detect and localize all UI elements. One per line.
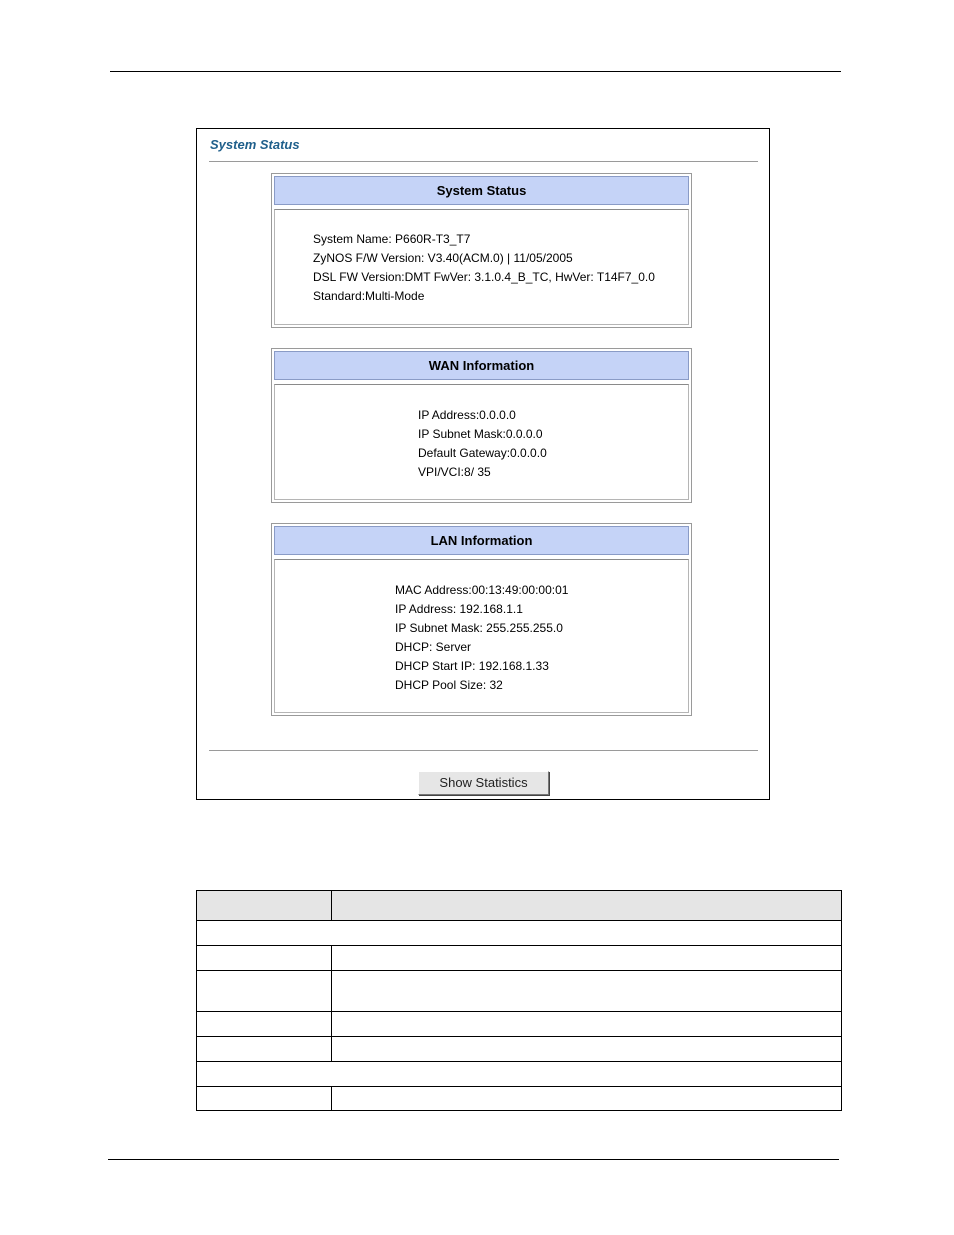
table-cell [332, 1087, 842, 1111]
wan-ip-address: IP Address:0.0.0.0 [418, 408, 516, 422]
table-row [197, 1037, 842, 1062]
table-cell [197, 971, 332, 1012]
lan-dhcp-start-ip: DHCP Start IP: 192.168.1.33 [395, 659, 549, 673]
table-cell [197, 1037, 332, 1062]
dsl-fw-version: DSL FW Version:DMT FwVer: 3.1.0.4_B_TC, HwVer: T14F7_0.0 [313, 270, 655, 284]
table-header-cell [332, 891, 842, 921]
wan-information-header: WAN Information [274, 351, 689, 380]
system-status-header: System Status [274, 176, 689, 205]
wan-information-body [274, 384, 689, 500]
bottom-divider [209, 750, 758, 751]
system-name: System Name: P660R-T3_T7 [313, 232, 471, 246]
title-divider [209, 161, 758, 162]
wan-default-gateway: Default Gateway:0.0.0.0 [418, 446, 547, 460]
dsl-standard: Standard:Multi-Mode [313, 289, 425, 303]
page-title: System Status [210, 137, 300, 152]
wan-information-panel [271, 348, 692, 503]
table-cell [332, 1012, 842, 1037]
zynos-fw-version: ZyNOS F/W Version: V3.40(ACM.0) | 11/05/2005 [313, 251, 573, 265]
lan-ip-address: IP Address: 192.168.1.1 [395, 602, 523, 616]
table-cell [332, 946, 842, 971]
table-cell [197, 1087, 332, 1111]
lan-dhcp-mode: DHCP: Server [395, 640, 472, 654]
table-row [197, 946, 842, 971]
lan-information-body [274, 559, 689, 713]
table-header-cell [197, 891, 332, 921]
table-row [197, 971, 842, 1012]
lan-information-header: LAN Information [274, 526, 689, 555]
wan-subnet-mask: IP Subnet Mask:0.0.0.0 [418, 427, 543, 441]
table-row [197, 1087, 842, 1111]
lan-subnet-mask: IP Subnet Mask: 255.255.255.0 [395, 621, 563, 635]
table-cell [332, 1037, 842, 1062]
lan-dhcp-pool-size: DHCP Pool Size: 32 [395, 678, 503, 692]
table-section-row [197, 921, 842, 946]
wan-vpi-vci: VPI/VCI:8/ 35 [418, 465, 491, 479]
system-status-body [274, 209, 689, 325]
table-cell [197, 1012, 332, 1037]
header-rule [110, 71, 841, 72]
table-cell [197, 1062, 842, 1087]
show-statistics-button[interactable]: Show Statistics [418, 771, 549, 795]
table-cell [332, 971, 842, 1012]
system-status-panel [271, 173, 692, 328]
footer-rule [108, 1159, 839, 1160]
lan-information-panel [271, 523, 692, 716]
table-section-row [197, 1062, 842, 1087]
table-row [197, 1012, 842, 1037]
field-description-table [196, 890, 842, 1111]
table-cell [197, 921, 842, 946]
table-cell [197, 946, 332, 971]
status-window [196, 128, 770, 800]
table-header-row [197, 891, 842, 921]
lan-mac-address: MAC Address:00:13:49:00:00:01 [395, 583, 569, 597]
